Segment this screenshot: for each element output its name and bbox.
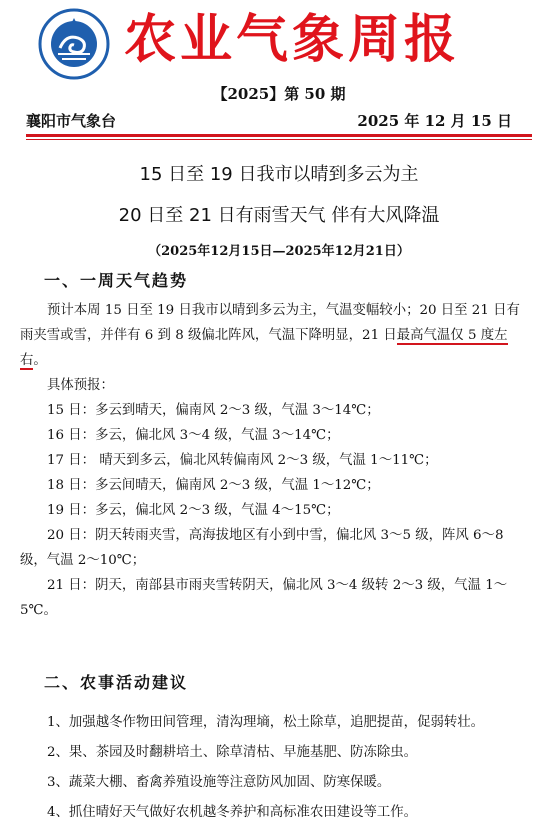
forecast-day: 17 日： 晴天到多云，偏北风转偏南风 2～3 级，气温 1～11℃； (47, 453, 438, 468)
advice-item: 1、加强越冬作物田间管理，清沟理墒，松土除草，追肥提苗，促弱转壮。 (47, 715, 485, 730)
section-farming-advice-title: 二、农事活动建议 (44, 673, 189, 692)
advice-item: 4、抓住晴好天气做好农机越冬养护和高标准农田建设等工作。 (47, 805, 418, 820)
headline-2: 20 日至 21 日有雨雪天气 伴有大风降温 (118, 205, 440, 226)
cma-logo (38, 8, 110, 80)
issue-number: 【2025】第 50 期 (212, 85, 346, 103)
forecast-day: 16 日：多云，偏北风 3～4 级，气温 3～14℃； (47, 428, 340, 443)
header-rule-thick (26, 134, 532, 137)
forecast-label: 具体预报： (47, 378, 114, 393)
forecast-day: 18 日：多云间晴天，偏南风 2～3 级，气温 1～12℃； (47, 478, 380, 493)
weather-summary (20, 298, 528, 373)
summary-text-end: 。 (33, 353, 47, 368)
issuing-org: 襄阳市气象台 (26, 112, 117, 130)
forecast-day: 21 日：阴天，南部县市雨夹雪转阴天，偏北风 3～4 级转 2～3 级，气温 1～5℃。 (20, 578, 508, 618)
advice-item: 2、果、茶园及时翻耕培土、除草清枯、早施基肥、防冻除虫。 (47, 745, 418, 760)
forecast-day: 15 日：多云到晴天，偏南风 2～3 级，气温 3～14℃； (47, 403, 380, 418)
forecast-day: 20 日：阴天转雨夹雪，高海拔地区有小到中雪，偏北风 3～5 级，阵风 6～8 级，气温 2～10℃； (20, 528, 504, 568)
section-weather-trend-title: 一、一周天气趋势 (44, 271, 189, 290)
weather-trend-body (20, 298, 528, 623)
highlighted-max-temp: 最高气温仅 5 度左右 (20, 328, 508, 368)
header-rule-thin (26, 139, 532, 140)
issue-date: 2025 年 12 月 15 日 (357, 112, 512, 130)
summary-text-a: 预计本周 15 日至 19 日我市以晴到多云为主，气温变幅较小；20 日至 21 日有雨夹雪或雪，并伴有 6 到 8 级偏北阵风，气温下降明显，21 日 (20, 303, 520, 343)
farming-advice-list (20, 708, 528, 828)
advice-item: 3、蔬菜大棚、畜禽养殖设施等注意防风加固、防寒保暖。 (47, 775, 391, 790)
forecast-day: 19 日：多云，偏北风 2～3 级，气温 4～15℃； (47, 503, 340, 518)
forecast-period: （2025年12月15日—2025年12月21日） (148, 244, 410, 259)
headline-1: 15 日至 19 日我市以晴到多云为主 (139, 164, 419, 185)
masthead-title: 农业气象周报 (124, 9, 461, 70)
